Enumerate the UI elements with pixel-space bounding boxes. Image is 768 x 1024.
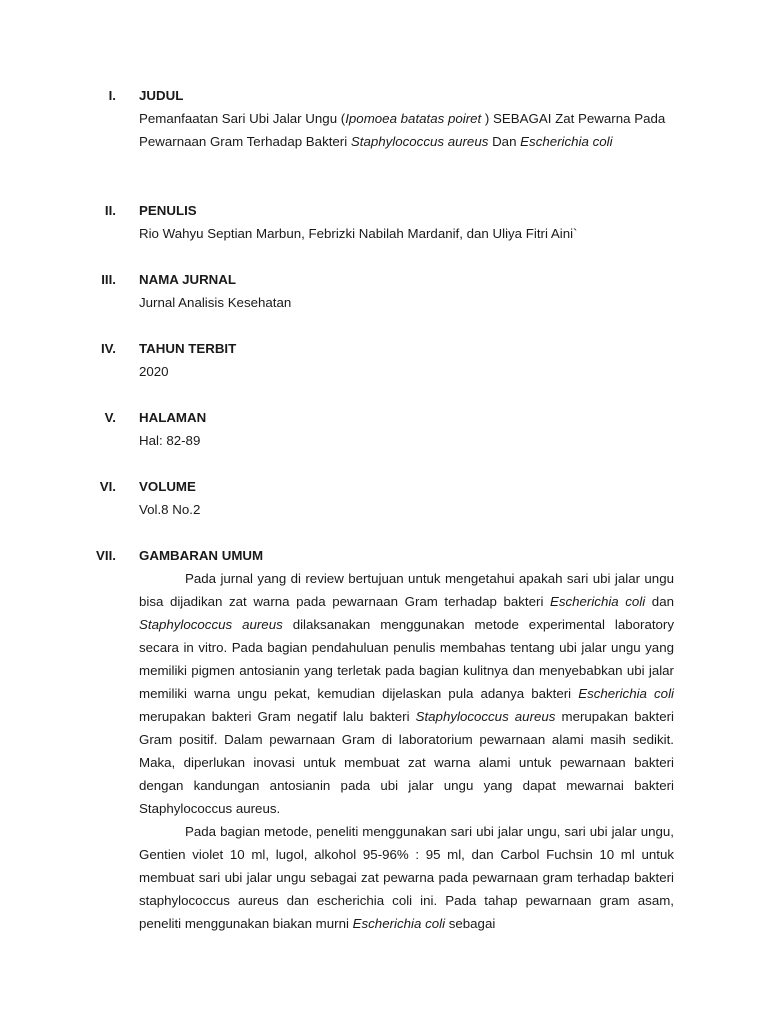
summary-body xyxy=(139,567,674,935)
section-heading: VOLUME xyxy=(139,479,196,494)
section-heading: HALAMAN xyxy=(139,410,207,425)
italic-term: Staphylococcus aureus xyxy=(350,134,489,149)
summary-paragraph: Pada bagian metode, peneliti menggunakan sari ubi jalar ungu, sari ubi jalar ungu, Gentien violet 10 ml, lugol, alkohol 95-96% : 95 ml, dan Carbol Fuchsin 10 ml untuk membuat sari ubi jalar ungu sebagai zat pewarna pada pewarnaan gram terhadap bakteri staphylococcus aureus dan escherichia coli ini. Pada tahap pewarnaan gram asam, peneliti menggunakan biakan murni Escherichia coli sebagai xyxy=(139,824,674,931)
italic-term: Escherichia coli xyxy=(578,686,674,701)
section-heading: PENULIS xyxy=(139,203,197,218)
section-heading: TAHUN TERBIT xyxy=(139,341,237,356)
journal-name-text: Jurnal Analisis Kesehatan xyxy=(139,295,292,310)
section-heading: GAMBARAN UMUM xyxy=(139,548,264,563)
authors-text: Rio Wahyu Septian Marbun, Febrizki Nabilah Mardanif, dan Uliya Fitri Aini` xyxy=(139,226,578,241)
italic-term: Escherichia coli xyxy=(520,134,613,149)
italic-term: Escherichia coli xyxy=(549,594,646,609)
section-heading: JUDUL xyxy=(139,88,184,103)
section-number: VI. xyxy=(99,479,116,494)
section-number: VII. xyxy=(96,548,116,563)
section-heading: NAMA JURNAL xyxy=(139,272,237,287)
italic-term: Escherichia coli xyxy=(352,916,446,931)
summary-paragraph: Pada jurnal yang di review bertujuan untuk mengetahui apakah sari ubi jalar ungu bisa dijadikan zat warna pada pewarnaan Gram terhadap bakteri Escherichia coli dan Staphylococcus aureus dilaksanakan menggunakan metode experimental laboratory secara in vitro. Pada bagian pendahuluan penulis membahas tentang ubi jalar ungu yang memiliki pigmen antosianin yang terletak pada bagian kulitnya dan menyebabkan ubi jalar memiliki warna ungu pekat, kemudian dijelaskan pula adanya bakteri Escherichia coli merupakan bakteri Gram negatif lalu bakteri Staphylococcus aureus merupakan bakteri Gram positif. Dalam pewarnaan Gram di laboratorium pewarnaan alami masih sedikit. Maka, diperlukan inovasi untuk membuat zat warna alami untuk pewarnaan bakteri dengan kandungan antosianin pada ubi jalar ungu yang dapat mewarnai bakteri Staphylococcus aureus. xyxy=(139,571,675,816)
pages-text: Hal: 82-89 xyxy=(139,433,201,448)
section-number: II. xyxy=(104,203,116,218)
year-text: 2020 xyxy=(139,364,169,379)
section-number: I. xyxy=(108,88,116,103)
section-number: III. xyxy=(101,272,116,287)
italic-term: Ipomoea batatas poiret xyxy=(345,111,482,126)
volume-text: Vol.8 No.2 xyxy=(139,502,201,517)
italic-term: Staphylococcus aureus xyxy=(415,709,556,724)
title-text: Pemanfaatan Sari Ubi Jalar Ungu (Ipomoea batatas poiret ) SEBAGAI Zat Pewarna Pada Pewarnaan Gram Terhadap Bakteri Staphylococcus aureus Dan Escherichia coli xyxy=(139,111,666,149)
section-number: V. xyxy=(104,410,116,425)
italic-term: Staphylococcus aureus xyxy=(139,617,283,632)
section-number: IV. xyxy=(100,341,116,356)
